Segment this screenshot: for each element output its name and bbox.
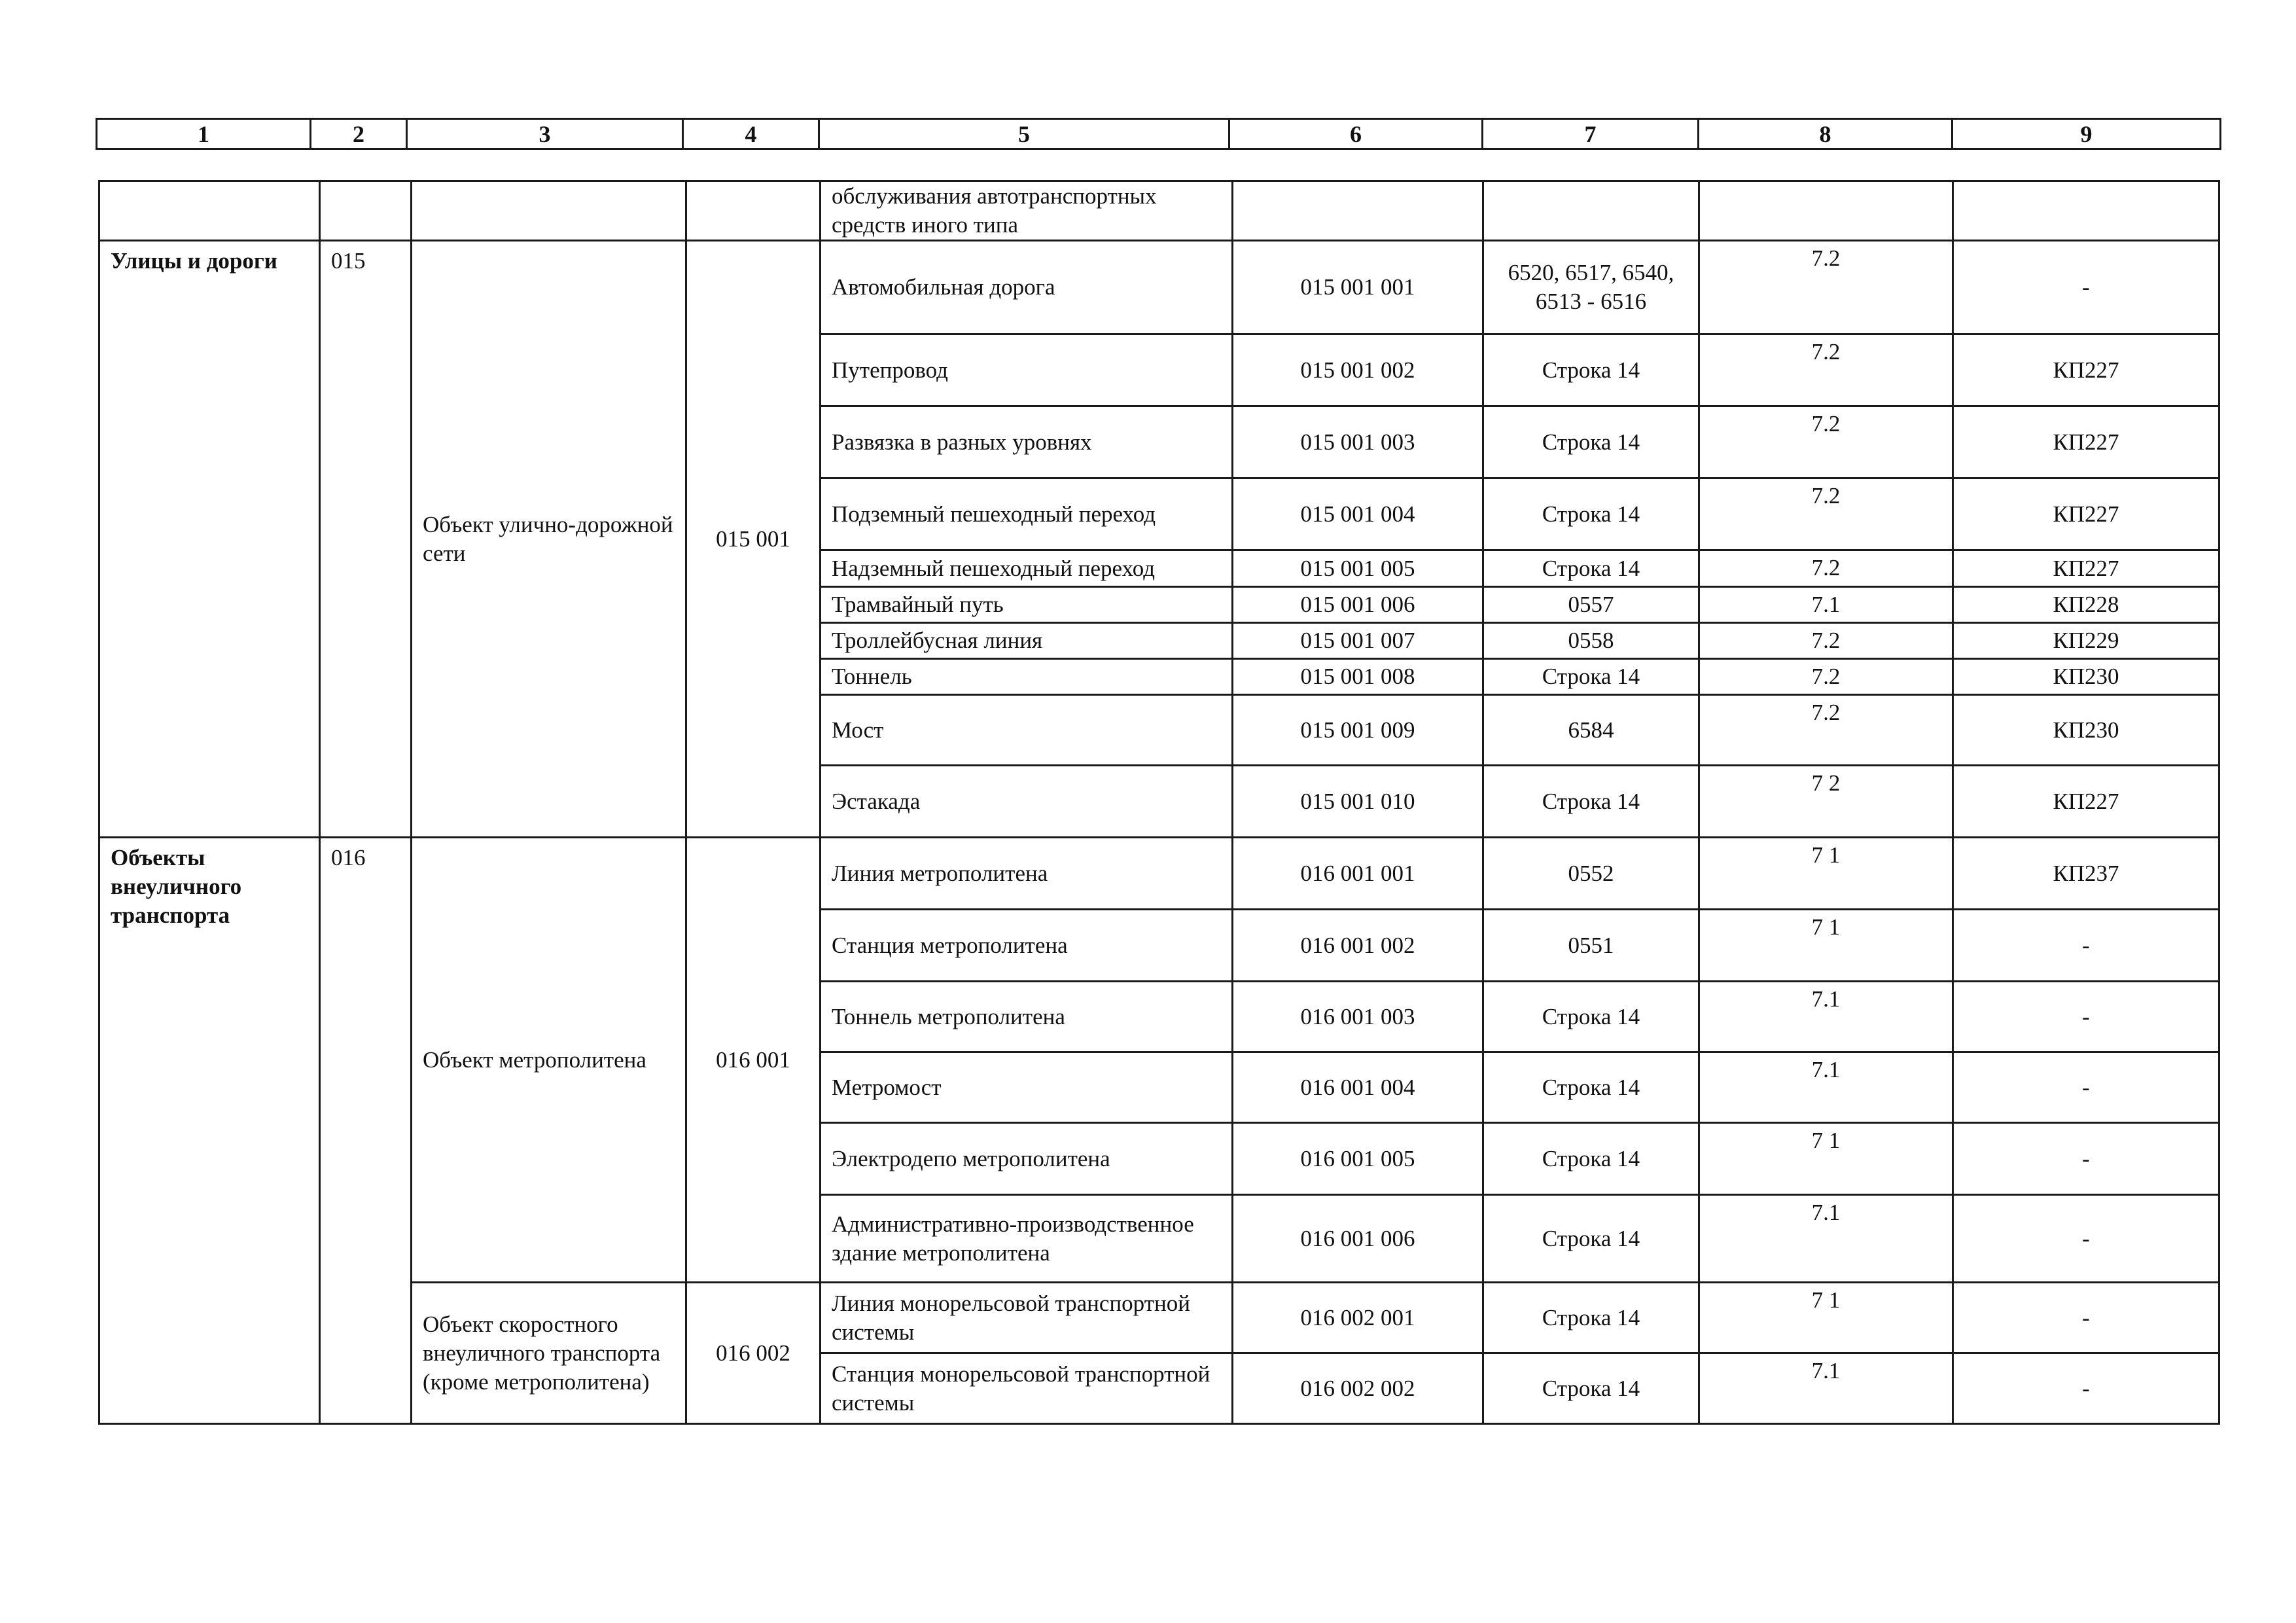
item-col9: КП227 bbox=[1953, 550, 2219, 587]
group-code: 016 001 bbox=[686, 838, 821, 1283]
item-col8: 7.1 bbox=[1699, 1052, 1953, 1123]
item-okof: Строка 14 bbox=[1483, 982, 1699, 1052]
item-okof: Строка 14 bbox=[1483, 1052, 1699, 1123]
item-col8: 7.1 bbox=[1699, 982, 1953, 1052]
item-code: 015 001 009 bbox=[1233, 695, 1483, 766]
item-code: 015 001 010 bbox=[1233, 766, 1483, 838]
item-col8: 7.2 bbox=[1699, 241, 1953, 334]
item-okof: Строка 14 bbox=[1483, 766, 1699, 838]
category-code: 015 bbox=[320, 241, 412, 838]
classification-table bbox=[98, 180, 2220, 1425]
item-col9: КП227 bbox=[1953, 478, 2219, 550]
item-col8: 7 2 bbox=[1699, 766, 1953, 838]
item-name: Линия монорельсовой транспортной системы bbox=[821, 1283, 1233, 1353]
group-name: Объект метрополитена bbox=[412, 838, 686, 1283]
item-code: 016 001 003 bbox=[1233, 982, 1483, 1052]
category-name: Улицы и дороги bbox=[99, 241, 320, 838]
column-number: 4 bbox=[683, 119, 819, 149]
item-okof: 0551 bbox=[1483, 910, 1699, 982]
item-col8: 7 1 bbox=[1699, 1123, 1953, 1195]
item-col9: - bbox=[1953, 1052, 2219, 1123]
column-number: 9 bbox=[1952, 119, 2221, 149]
item-code: 015 001 002 bbox=[1233, 334, 1483, 406]
item-col8: 7.2 bbox=[1699, 406, 1953, 478]
item-col8: 7.1 bbox=[1699, 1353, 1953, 1424]
item-okof: Строка 14 bbox=[1483, 659, 1699, 695]
item-col9: КП229 bbox=[1953, 623, 2219, 659]
item-col9: КП230 bbox=[1953, 659, 2219, 695]
item-code: 016 001 004 bbox=[1233, 1052, 1483, 1123]
item-col9: КП227 bbox=[1953, 334, 2219, 406]
column-number: 6 bbox=[1229, 119, 1483, 149]
item-name: Станция метрополитена bbox=[821, 910, 1233, 982]
item-name: Автомобильная дорога bbox=[821, 241, 1233, 334]
item-col9: КП227 bbox=[1953, 766, 2219, 838]
item-col9: КП237 bbox=[1953, 838, 2219, 910]
item-name: Трамвайный путь bbox=[821, 587, 1233, 623]
empty-cell bbox=[99, 181, 320, 241]
item-name: Тоннель bbox=[821, 659, 1233, 695]
empty-cell bbox=[412, 181, 686, 241]
column-number-header bbox=[96, 118, 2221, 150]
category-name: Объекты внеуличного транспорта bbox=[99, 838, 320, 1424]
column-number: 2 bbox=[311, 119, 407, 149]
item-code: 016 001 006 bbox=[1233, 1195, 1483, 1283]
empty-cell bbox=[686, 181, 821, 241]
item-code: 016 001 002 bbox=[1233, 910, 1483, 982]
item-code: 015 001 003 bbox=[1233, 406, 1483, 478]
column-number: 7 bbox=[1483, 119, 1699, 149]
item-code: 015 001 007 bbox=[1233, 623, 1483, 659]
empty-cell bbox=[1233, 181, 1483, 241]
item-name: Станция монорельсовой транспортной системы bbox=[821, 1353, 1233, 1424]
item-okof: Строка 14 bbox=[1483, 406, 1699, 478]
item-col8: 7.2 bbox=[1699, 659, 1953, 695]
item-name: Подземный пешеходный переход bbox=[821, 478, 1233, 550]
item-col9: - bbox=[1953, 1195, 2219, 1283]
item-col9: КП227 bbox=[1953, 406, 2219, 478]
group-code: 016 002 bbox=[686, 1283, 821, 1424]
table-row bbox=[99, 1283, 2219, 1353]
item-code: 015 001 008 bbox=[1233, 659, 1483, 695]
item-col9: - bbox=[1953, 1353, 2219, 1424]
column-number: 1 bbox=[97, 119, 311, 149]
item-okof: Строка 14 bbox=[1483, 478, 1699, 550]
item-code: 016 002 002 bbox=[1233, 1353, 1483, 1424]
item-col8: 7.1 bbox=[1699, 587, 1953, 623]
item-okof: Строка 14 bbox=[1483, 1195, 1699, 1283]
item-code: 015 001 001 bbox=[1233, 241, 1483, 334]
item-col9: - bbox=[1953, 241, 2219, 334]
item-code: 015 001 006 bbox=[1233, 587, 1483, 623]
item-col9: - bbox=[1953, 1123, 2219, 1195]
empty-cell bbox=[1699, 181, 1953, 241]
item-code: 015 001 004 bbox=[1233, 478, 1483, 550]
item-okof: Строка 14 bbox=[1483, 1353, 1699, 1424]
column-number: 3 bbox=[407, 119, 683, 149]
item-name: Развязка в разных уровнях bbox=[821, 406, 1233, 478]
item-col9: - bbox=[1953, 910, 2219, 982]
item-name: Электродепо метрополитена bbox=[821, 1123, 1233, 1195]
group-name: Объект скоростного внеуличного транспорта (кроме метрополитена) bbox=[412, 1283, 686, 1424]
table-row bbox=[99, 838, 2219, 910]
item-name: Надземный пешеходный переход bbox=[821, 550, 1233, 587]
item-okof: 6520, 6517, 6540, 6513 - 6516 bbox=[1483, 241, 1699, 334]
empty-cell bbox=[1953, 181, 2219, 241]
item-code: 015 001 005 bbox=[1233, 550, 1483, 587]
item-okof: Строка 14 bbox=[1483, 550, 1699, 587]
item-col8: 7.2 bbox=[1699, 334, 1953, 406]
item-okof: Строка 14 bbox=[1483, 1283, 1699, 1353]
item-okof: Строка 14 bbox=[1483, 1123, 1699, 1195]
item-col8: 7.2 bbox=[1699, 478, 1953, 550]
item-col9: КП228 bbox=[1953, 587, 2219, 623]
item-okof: 0557 bbox=[1483, 587, 1699, 623]
empty-cell bbox=[1483, 181, 1699, 241]
item-col9: - bbox=[1953, 982, 2219, 1052]
column-number: 8 bbox=[1699, 119, 1952, 149]
item-okof: Строка 14 bbox=[1483, 334, 1699, 406]
group-name: Объект улично-дорожной сети bbox=[412, 241, 686, 838]
item-name: Троллейбусная линия bbox=[821, 623, 1233, 659]
item-code: 016 001 005 bbox=[1233, 1123, 1483, 1195]
item-name: Метромост bbox=[821, 1052, 1233, 1123]
item-okof: 0552 bbox=[1483, 838, 1699, 910]
item-col8: 7.2 bbox=[1699, 623, 1953, 659]
item-col8: 7.2 bbox=[1699, 550, 1953, 587]
item-col9: КП230 bbox=[1953, 695, 2219, 766]
item-name: Тоннель метрополитена bbox=[821, 982, 1233, 1052]
item-name: Мост bbox=[821, 695, 1233, 766]
item-code: 016 001 001 bbox=[1233, 838, 1483, 910]
group-code: 015 001 bbox=[686, 241, 821, 838]
item-col8: 7 1 bbox=[1699, 1283, 1953, 1353]
item-col8: 7 1 bbox=[1699, 838, 1953, 910]
item-col8: 7.2 bbox=[1699, 695, 1953, 766]
item-name: Линия метрополитена bbox=[821, 838, 1233, 910]
item-okof: 6584 bbox=[1483, 695, 1699, 766]
item-name: Эстакада bbox=[821, 766, 1233, 838]
item-col9: - bbox=[1953, 1283, 2219, 1353]
table-row bbox=[99, 181, 2219, 241]
item-name: Путепровод bbox=[821, 334, 1233, 406]
item-col8: 7.1 bbox=[1699, 1195, 1953, 1283]
item-name: Административно-производственное здание метрополитена bbox=[821, 1195, 1233, 1283]
table-row bbox=[99, 241, 2219, 334]
item-name: обслуживания автотранспортных средств иного типа bbox=[821, 181, 1233, 241]
item-col8: 7 1 bbox=[1699, 910, 1953, 982]
item-okof: 0558 bbox=[1483, 623, 1699, 659]
item-code: 016 002 001 bbox=[1233, 1283, 1483, 1353]
category-code: 016 bbox=[320, 838, 412, 1424]
column-number: 5 bbox=[819, 119, 1229, 149]
empty-cell bbox=[320, 181, 412, 241]
